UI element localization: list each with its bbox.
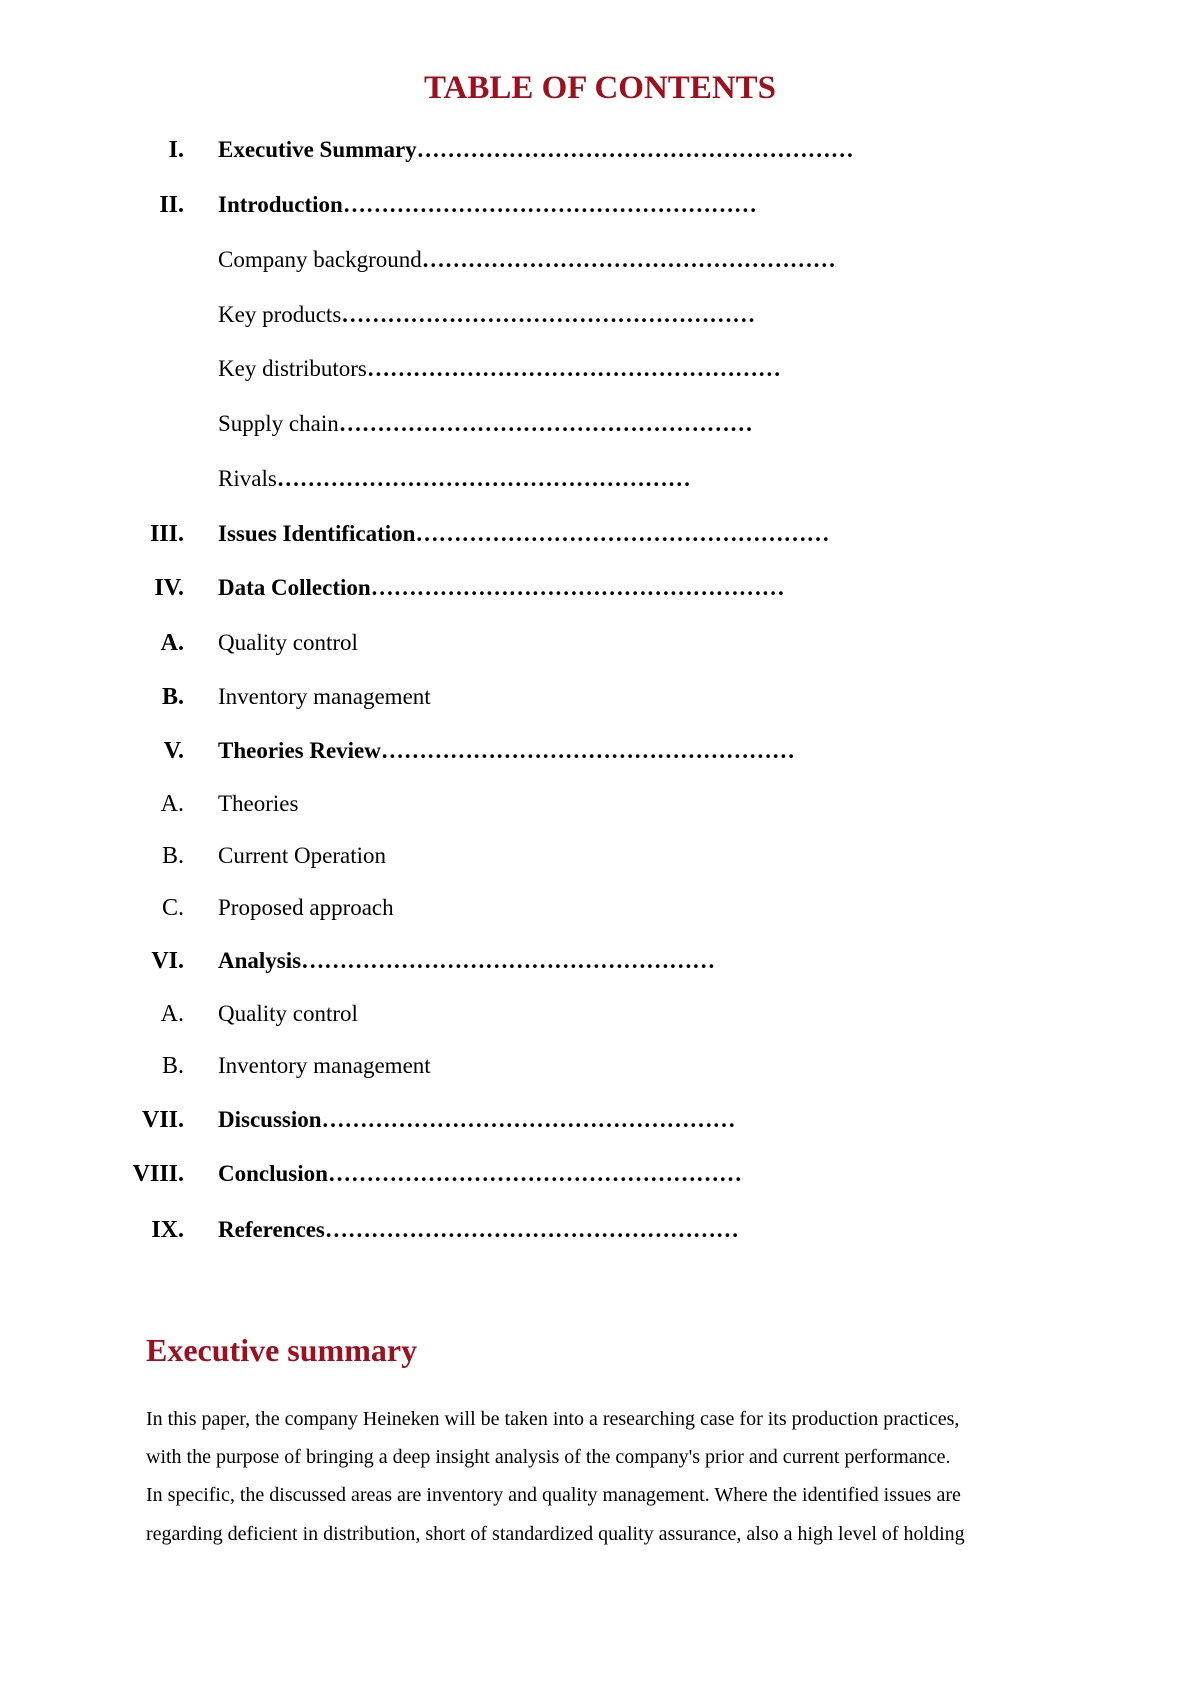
toc-entry xyxy=(0,568,1200,608)
toc-entry-leader: ……………………………………………… xyxy=(341,302,756,327)
toc-entry-label: Key products xyxy=(218,302,342,327)
toc-entry-label: Introduction xyxy=(218,192,343,217)
toc-entry-label: Discussion xyxy=(218,1107,322,1132)
toc-entry-text xyxy=(218,459,691,499)
toc-entry-text xyxy=(218,514,829,554)
toc-entry-label: Key distributors xyxy=(218,356,367,381)
toc-entry-number: VII. xyxy=(141,1107,184,1133)
toc-entry-number: II. xyxy=(159,192,184,218)
toc-entry-text xyxy=(218,1210,739,1250)
toc-entry-label: Current Operation xyxy=(218,843,386,868)
toc-entry-label: Inventory management xyxy=(218,684,431,709)
toc-entry-text xyxy=(218,404,753,444)
toc-entry-leader: ……………………………………………… xyxy=(421,247,836,272)
toc-entry-number: A. xyxy=(160,630,184,656)
toc-entry xyxy=(0,459,1200,499)
toc-entry xyxy=(0,295,1200,335)
toc-entry-leader: ………………………………………………… xyxy=(416,137,854,162)
toc-entry xyxy=(0,185,1200,225)
toc-entry xyxy=(0,888,1200,928)
toc-entry-text xyxy=(218,1100,736,1140)
toc-entry-text xyxy=(218,1154,742,1194)
toc-entry xyxy=(0,349,1200,389)
toc-entry xyxy=(0,1100,1200,1140)
toc-entry-label: Inventory management xyxy=(218,1053,431,1078)
toc-entry-text xyxy=(218,185,757,225)
toc-entry-text xyxy=(218,130,854,170)
toc-entry-label: Analysis xyxy=(218,948,302,973)
toc-entry-label: Issues Identification xyxy=(218,521,416,546)
toc-entry xyxy=(0,240,1200,280)
toc-entry-label: Quality control xyxy=(218,630,358,655)
toc-entry xyxy=(0,130,1200,170)
toc-entry xyxy=(0,941,1200,981)
toc-entry-label: Proposed approach xyxy=(218,895,394,920)
toc-entry xyxy=(0,404,1200,444)
toc-entry-leader: ……………………………………………… xyxy=(342,192,757,217)
toc-entry-text xyxy=(218,836,386,876)
toc-entry-number: IV. xyxy=(154,575,184,601)
toc-entry-text xyxy=(218,731,795,771)
toc-entry-text xyxy=(218,941,715,981)
toc-entry-leader: ……………………………………………… xyxy=(366,356,781,381)
toc-entry-leader: ……………………………………………… xyxy=(276,466,691,491)
toc-entry-number: VIII. xyxy=(132,1161,184,1187)
toc-entry-label: Data Collection xyxy=(218,575,371,600)
toc-entry-number: I. xyxy=(168,137,184,163)
toc-entry-leader: ……………………………………………… xyxy=(370,575,785,600)
paragraph-line: In specific, the discussed areas are inventory and quality management. Where the identified issues are xyxy=(146,1484,961,1506)
toc-entry xyxy=(0,994,1200,1034)
toc-entry-text xyxy=(218,349,781,389)
toc-entry-text xyxy=(218,568,785,608)
toc-entry-text xyxy=(218,623,358,663)
toc-entry-text xyxy=(218,1046,431,1086)
toc-entry xyxy=(0,1046,1200,1086)
toc-entry-text xyxy=(218,677,431,717)
toc-entry-label: References xyxy=(218,1217,325,1242)
toc-entry-number: B. xyxy=(161,843,184,869)
toc-entry-label: Theories Review xyxy=(218,738,381,763)
toc-entry-label: Conclusion xyxy=(218,1161,328,1186)
toc-entry-number: V. xyxy=(163,738,184,764)
toc-entry xyxy=(0,623,1200,663)
toc-entry xyxy=(0,514,1200,554)
toc-entry-leader: ……………………………………………… xyxy=(327,1161,742,1186)
toc-entry-text xyxy=(218,240,836,280)
toc-entry-number: IX. xyxy=(151,1217,184,1243)
toc-entry-label: Theories xyxy=(218,791,299,816)
toc-entry-number: III. xyxy=(149,521,184,547)
toc-entry-leader: ……………………………………………… xyxy=(415,521,830,546)
toc-entry-text xyxy=(218,994,358,1034)
toc-entry-label: Quality control xyxy=(218,1001,358,1026)
toc-entry-number: B. xyxy=(161,1053,184,1079)
paragraph-line: regarding deficient in distribution, short of standardized quality assurance, also a high level of holding xyxy=(146,1523,965,1545)
toc-entry-leader: ……………………………………………… xyxy=(324,1217,739,1242)
toc-entry-number: B. xyxy=(161,684,184,710)
toc-entry-number: C. xyxy=(161,895,184,921)
toc-entry-leader: ……………………………………………… xyxy=(321,1107,736,1132)
toc-entry xyxy=(0,836,1200,876)
toc-entry xyxy=(0,784,1200,824)
toc-entry-text xyxy=(218,784,298,824)
toc-entry-text xyxy=(218,295,755,335)
toc-entry-label: Company background xyxy=(218,247,422,272)
toc-entry-label: Supply chain xyxy=(218,411,339,436)
toc-entry xyxy=(0,731,1200,771)
section-heading: Executive summary xyxy=(146,1332,418,1368)
paragraph-line: with the purpose of bringing a deep insight analysis of the company's prior and current performance. xyxy=(146,1446,951,1468)
toc-entry-number: VI. xyxy=(151,948,184,974)
toc-entry-label: Executive Summary xyxy=(218,137,417,162)
toc-entry-label: Rivals xyxy=(218,466,277,491)
toc-entry-leader: ……………………………………………… xyxy=(380,738,795,763)
toc-entry-leader: ……………………………………………… xyxy=(338,411,753,436)
toc-entry-text xyxy=(218,888,394,928)
toc-entry-leader: ……………………………………………… xyxy=(301,948,716,973)
toc-entry xyxy=(0,1210,1200,1250)
toc-entry xyxy=(0,677,1200,717)
toc-entry-number: A. xyxy=(160,1001,184,1027)
paragraph-line: In this paper, the company Heineken will be taken into a researching case for its production practices, xyxy=(146,1408,960,1430)
toc-title: TABLE OF CONTENTS xyxy=(423,70,777,106)
toc-entry-number: A. xyxy=(160,791,184,817)
toc-entry xyxy=(0,1154,1200,1194)
